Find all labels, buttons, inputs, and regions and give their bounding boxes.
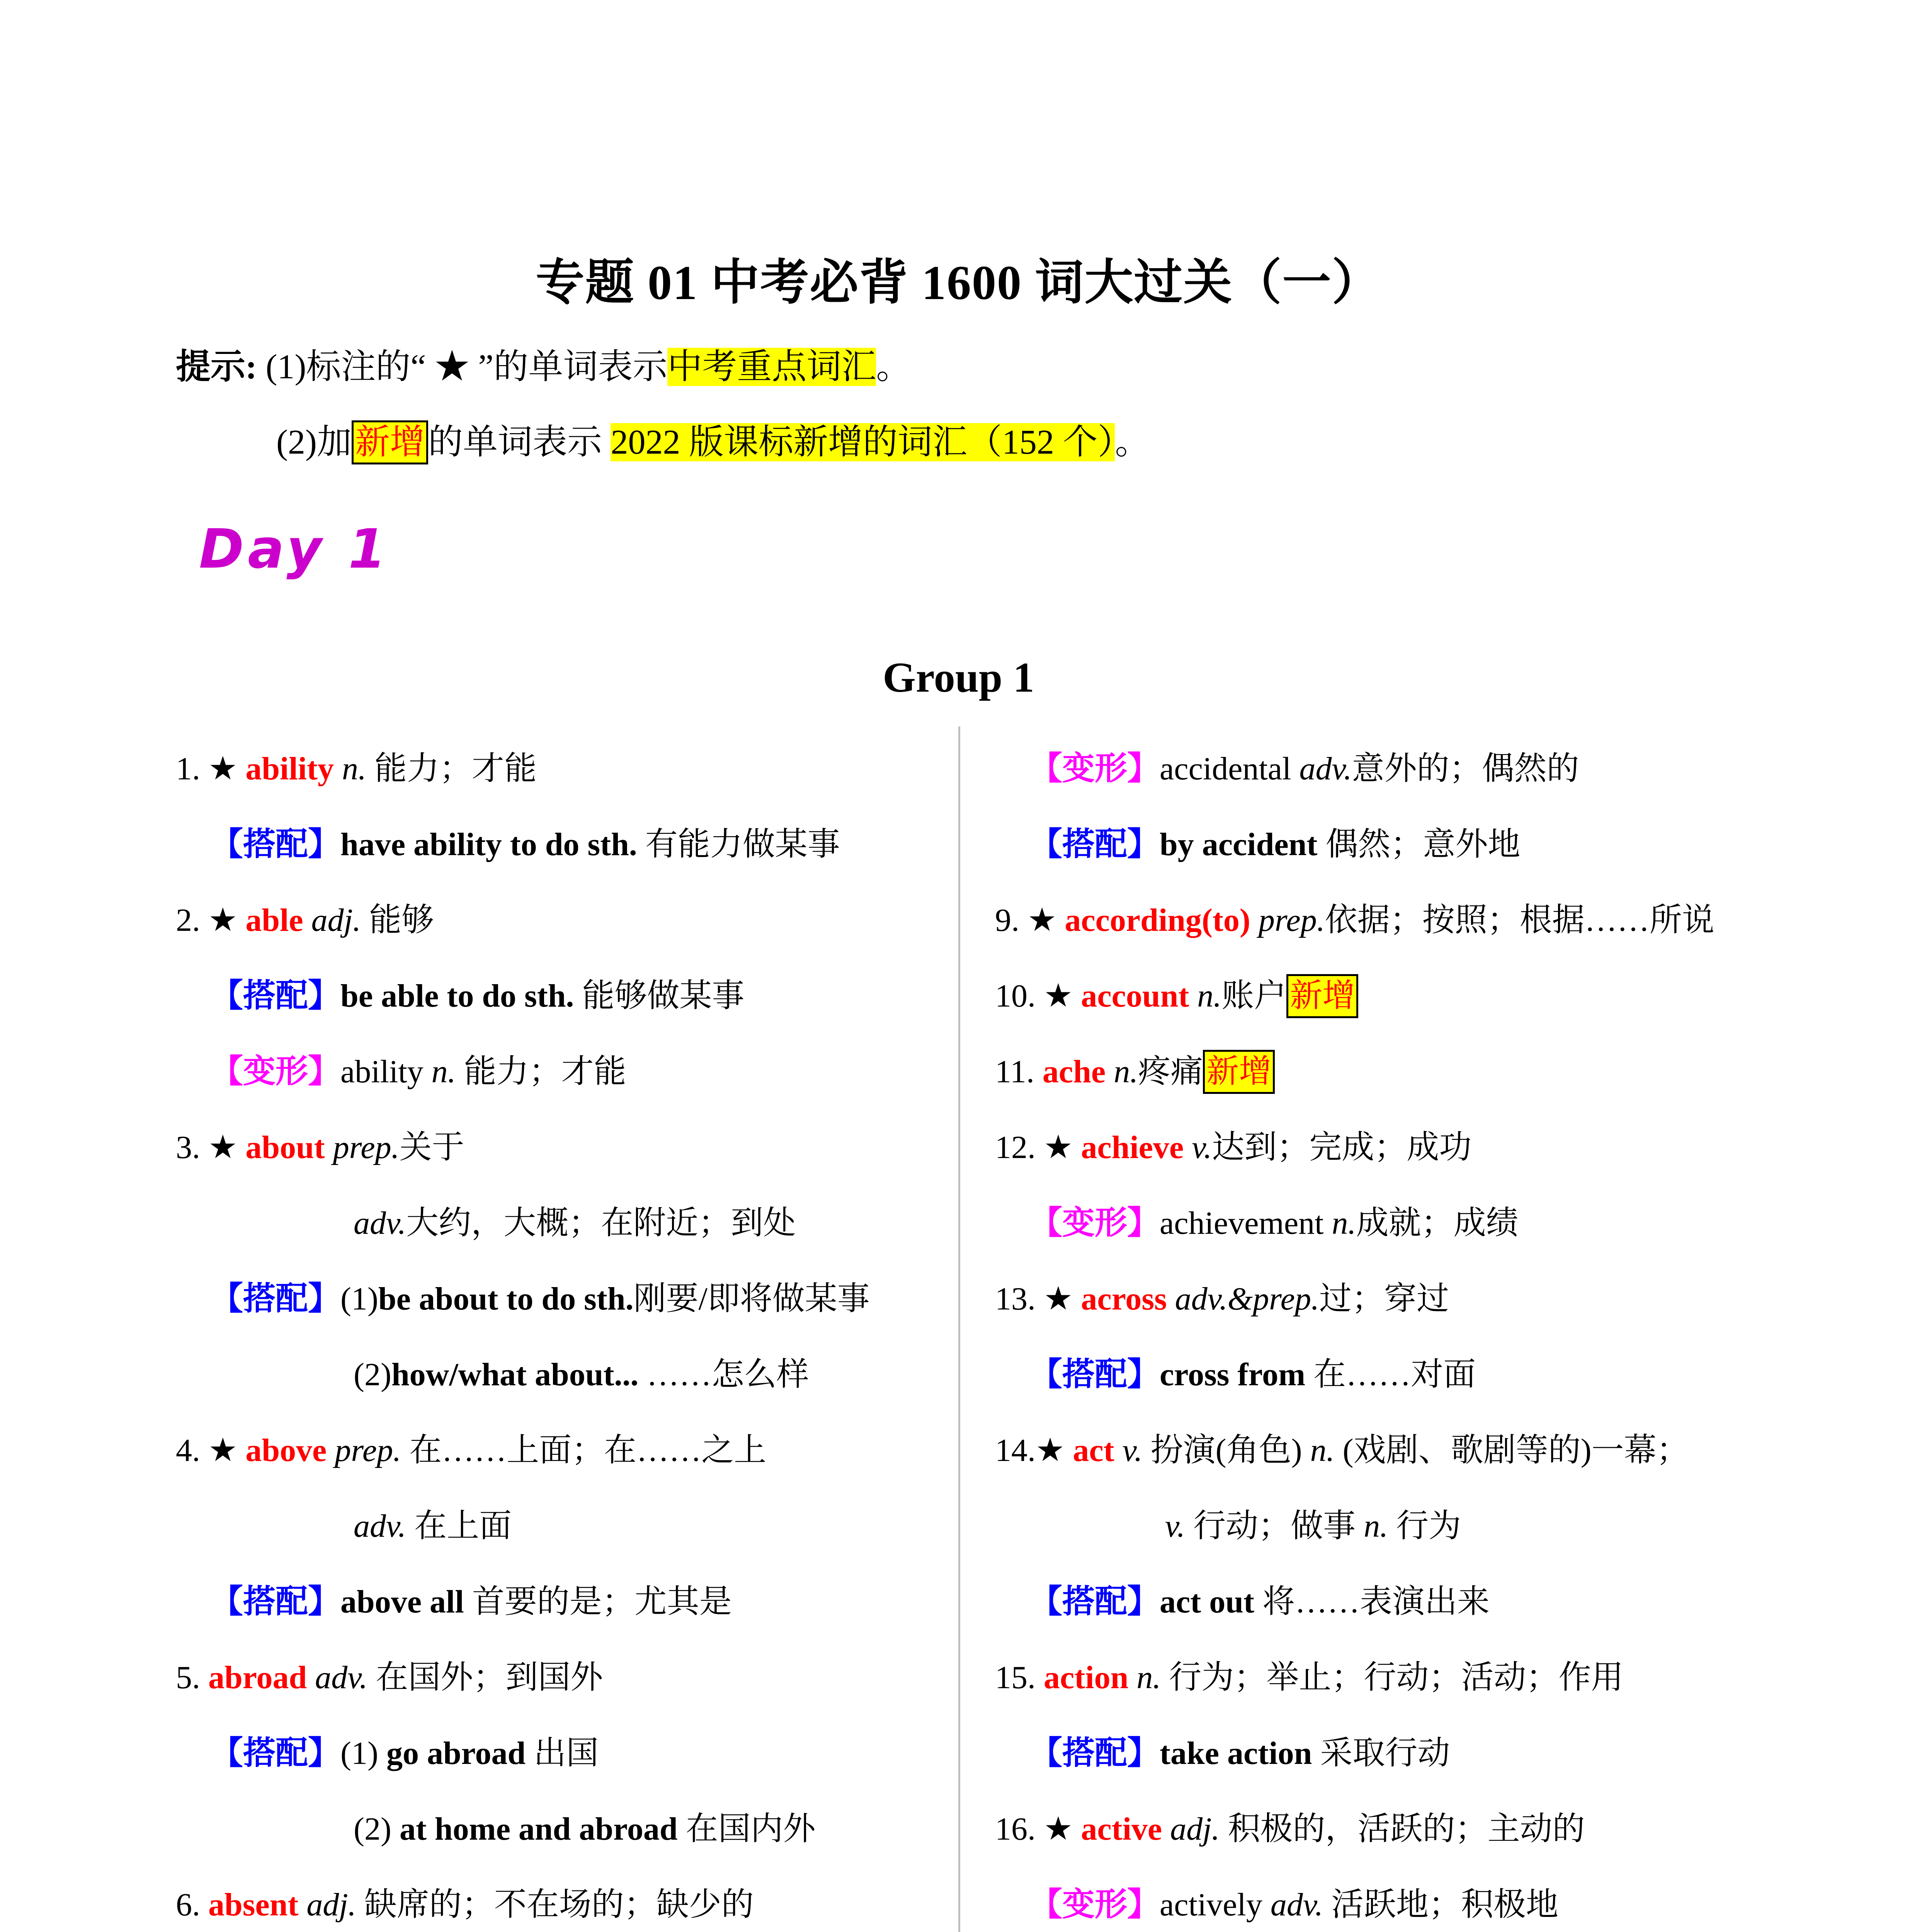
definition: 在……对面 [1305, 1357, 1476, 1393]
definition: 行为；举止；行动；活动；作用 [1161, 1660, 1624, 1696]
part-of-speech: v. [1184, 1129, 1212, 1165]
entry-tag: 【变形】 [211, 1054, 341, 1090]
entry-line [211, 821, 840, 868]
part-of-speech: adj. [1162, 1811, 1220, 1847]
entry-text: achievement [1160, 1205, 1332, 1241]
entry-text: (1) [340, 1735, 386, 1771]
definition: 刚要/即将做某事 [633, 1281, 870, 1317]
headword: ache [1042, 1054, 1106, 1090]
part-of-speech: prep. [325, 1129, 400, 1165]
hint-line-2-end: 。 [1115, 423, 1150, 461]
entry-line [211, 1730, 599, 1777]
collocation-phrase: cross from [1160, 1357, 1306, 1393]
part-of-speech: n. [334, 751, 367, 787]
definition: 首要的是；尤其是 [464, 1584, 732, 1620]
entry-line [1165, 1503, 1461, 1549]
headword: abroad [208, 1660, 307, 1696]
entry-number: 13. ★ [995, 1281, 1081, 1317]
collocation-phrase: go abroad [386, 1735, 526, 1771]
entry-number: 6. [176, 1887, 208, 1923]
entry-line [995, 1276, 1449, 1322]
entry-tag: 【搭配】 [211, 1584, 341, 1620]
hint-line-2 [276, 419, 1150, 466]
definition: 关于 [399, 1129, 464, 1165]
definition: 积极的，活跃的；主动的 [1220, 1811, 1585, 1847]
entry-line [354, 1806, 816, 1852]
collocation-phrase: be about to do sth. [378, 1281, 634, 1317]
entry-number: 10. ★ [995, 978, 1081, 1014]
entry-line [1030, 1200, 1518, 1247]
definition: 行为 [1388, 1508, 1461, 1544]
part-of-speech: n. [1189, 978, 1222, 1014]
entry-number: 11. [995, 1054, 1043, 1090]
entry-number: 4. ★ [176, 1432, 246, 1468]
entry-number: 3. ★ [176, 1129, 246, 1165]
hint-line-1-text: (1)标注的“ ★ ”的单词表示 [257, 348, 668, 386]
entry-number: 16. ★ [995, 1811, 1081, 1847]
part-of-speech: adv. [1299, 751, 1352, 787]
part-of-speech: prep. [1250, 902, 1325, 938]
definition: 在国外；到国外 [367, 1660, 603, 1696]
entry-line [1030, 1352, 1476, 1398]
entry-text: accidental [1160, 751, 1300, 787]
definition: 行动；做事 [1185, 1508, 1364, 1544]
day-label: Day 1 [199, 518, 390, 581]
part-of-speech: adv.&prep. [1167, 1281, 1319, 1317]
entry-number: 15. [995, 1660, 1044, 1696]
entry-tag: 【搭配】 [211, 1281, 341, 1317]
definition: 大约，大概；在附近；到处 [406, 1205, 796, 1241]
new-badge: 新增 [1286, 974, 1358, 1018]
hint-line-1-highlight: 中考重点词汇 [667, 348, 876, 386]
entry-line [211, 1579, 732, 1625]
entry-number: 12. ★ [995, 1129, 1081, 1165]
part-of-speech: adv. [1270, 1887, 1323, 1923]
entry-line [176, 1655, 603, 1701]
new-badge: 新增 [352, 420, 428, 464]
headword: across [1081, 1281, 1167, 1317]
definition: (戏剧、歌剧等的)一幕； [1334, 1432, 1689, 1468]
definition: 能够做某事 [574, 978, 745, 1014]
entry-line [354, 1352, 809, 1398]
hint-label: 提示: [176, 348, 257, 386]
hint-line-2-mid: 的单词表示 [428, 423, 611, 461]
entry-text: (1) [340, 1281, 378, 1317]
part-of-speech: adj. [298, 1887, 356, 1923]
group-title: Group 1 [883, 654, 1034, 701]
entry-tag: 【搭配】 [211, 827, 341, 862]
definition: 能力；才能 [366, 751, 537, 787]
entry-number: 14.★ [995, 1432, 1073, 1468]
entry-text: (2) [354, 1811, 400, 1847]
entry-line [211, 973, 744, 1019]
definition: 达到；完成；成功 [1212, 1129, 1472, 1165]
part-of-speech: adv. [354, 1205, 407, 1241]
entry-line [1030, 1882, 1558, 1928]
new-badge: 新增 [1203, 1050, 1275, 1094]
entry-line [995, 1049, 1275, 1095]
definition: 缺席的；不在场的；缺少的 [356, 1887, 754, 1923]
definition: 能够 [361, 902, 434, 938]
definition: 将……表演出来 [1254, 1584, 1490, 1620]
definition: 偶然；意外地 [1317, 827, 1521, 862]
collocation-phrase: act out [1160, 1584, 1254, 1620]
entry-tag: 【变形】 [1030, 1205, 1160, 1241]
entry-tag: 【搭配】 [211, 978, 341, 1014]
part-of-speech: adv. [307, 1660, 368, 1696]
entry-line [995, 897, 1715, 944]
column-divider [958, 726, 960, 1932]
hint-line-2-highlight: 2022 版课标新增的词汇（152 个） [611, 423, 1115, 461]
entry-line [354, 1200, 796, 1247]
headword: above [245, 1432, 327, 1468]
part-of-speech: n. [431, 1054, 456, 1090]
collocation-phrase: how/what about... [391, 1357, 639, 1393]
headword: ability [245, 751, 334, 787]
collocation-phrase: at home and abroad [399, 1811, 678, 1847]
headword: absent [208, 1887, 299, 1923]
collocation-phrase: take action [1160, 1735, 1312, 1771]
definition: 活跃地；积极地 [1323, 1887, 1558, 1923]
entry-line [1030, 1579, 1490, 1625]
entry-line [1030, 1730, 1450, 1777]
entry-line [1030, 746, 1579, 792]
hint-line-1-end: 。 [876, 348, 911, 386]
entry-line [176, 746, 537, 792]
hint-line-1 [176, 344, 911, 390]
collocation-phrase: have ability to do sth. [340, 827, 637, 862]
headword: act [1073, 1432, 1114, 1468]
definition: 有能力做某事 [637, 827, 840, 862]
headword: action [1044, 1660, 1129, 1696]
hint-line-2-text: (2)加 [276, 423, 352, 461]
definition: 账户 [1221, 978, 1287, 1014]
part-of-speech: v. [1165, 1508, 1186, 1544]
part-of-speech: adv. [354, 1508, 407, 1544]
entry-tag: 【搭配】 [1030, 827, 1160, 862]
entry-line [995, 1655, 1623, 1701]
entry-text: ability [340, 1054, 432, 1090]
entry-tag: 【搭配】 [211, 1735, 341, 1771]
part-of-speech: n. [1332, 1205, 1356, 1241]
part-of-speech: prep. [327, 1432, 401, 1468]
headword: account [1081, 978, 1189, 1014]
entry-tag: 【搭配】 [1030, 1584, 1160, 1620]
headword: about [245, 1129, 325, 1165]
entry-line [211, 1276, 870, 1322]
part-of-speech: v. [1114, 1432, 1143, 1468]
entry-line [211, 1049, 626, 1095]
headword: active [1081, 1811, 1162, 1847]
part-of-speech: n. [1310, 1432, 1335, 1468]
entry-line [995, 973, 1358, 1019]
entry-line [176, 897, 434, 944]
headword: achieve [1081, 1129, 1184, 1165]
part-of-speech: n. [1106, 1054, 1138, 1090]
definition: 出国 [526, 1735, 599, 1771]
definition: 在上面 [406, 1508, 512, 1544]
definition: 依据；按照；根据……所说 [1325, 902, 1715, 938]
definition: 意外的；偶然的 [1352, 751, 1579, 787]
entry-line [354, 1503, 512, 1549]
entry-number: 9. ★ [995, 902, 1065, 938]
definition: ……怎么样 [638, 1357, 809, 1393]
definition: 疼痛 [1138, 1054, 1203, 1090]
page-title: 专题 01 中考必背 1600 词大过关（一） [536, 256, 1381, 310]
entry-tag: 【变形】 [1030, 1887, 1160, 1923]
definition: 能力；才能 [456, 1054, 626, 1090]
entry-text: actively [1160, 1887, 1271, 1923]
entry-text: (2) [354, 1357, 391, 1393]
entry-tag: 【搭配】 [1030, 1735, 1160, 1771]
definition: 在……上面；在……之上 [401, 1432, 767, 1468]
headword: according(to) [1065, 902, 1250, 938]
definition: 过；穿过 [1319, 1281, 1449, 1317]
entry-line [176, 1427, 766, 1474]
entry-line [176, 1882, 754, 1928]
entry-line [995, 1427, 1689, 1474]
collocation-phrase: by accident [1160, 827, 1318, 862]
entry-tag: 【搭配】 [1030, 1357, 1160, 1393]
entry-tag: 【变形】 [1030, 751, 1160, 787]
definition: 扮演(角色) [1142, 1432, 1310, 1468]
headword: able [245, 902, 303, 938]
entry-number: 5. [176, 1660, 208, 1696]
definition: 成就；成绩 [1356, 1205, 1519, 1241]
entry-line [176, 1124, 464, 1171]
collocation-phrase: be able to do sth. [340, 978, 574, 1014]
part-of-speech: adj. [303, 902, 361, 938]
part-of-speech: n. [1364, 1508, 1388, 1544]
entry-line [995, 1806, 1585, 1852]
entry-line [1030, 821, 1520, 868]
collocation-phrase: above all [340, 1584, 464, 1620]
definition: 采取行动 [1312, 1735, 1450, 1771]
definition: 在国内外 [677, 1811, 816, 1847]
entry-number: 1. ★ [176, 751, 246, 787]
part-of-speech: n. [1128, 1660, 1161, 1696]
entry-line [995, 1124, 1471, 1171]
entry-number: 2. ★ [176, 902, 246, 938]
